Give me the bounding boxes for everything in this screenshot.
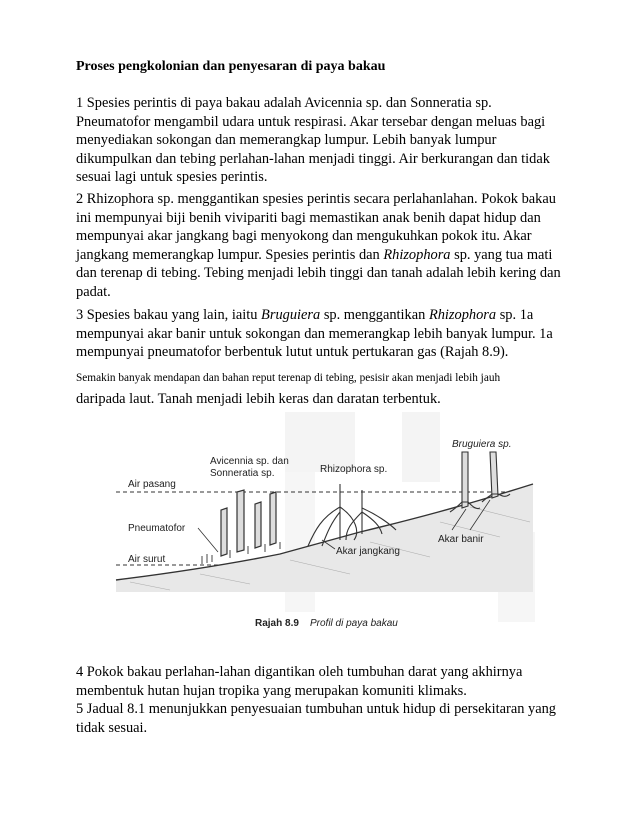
p3-line-1-a: 3 Spesies bakau yang lain, iaitu [76,307,262,323]
p2-line-4 [76,246,571,265]
p3-line-1-italic-2: Rhizophora [428,307,497,323]
p1-line-3: menyediakan sokongan dan memerangkap lumpur. Lebih banyak lumpur [76,132,497,149]
paragraph-3 [76,306,571,362]
figure-caption-number: Rajah 8.9 [255,618,299,629]
label-air-surut: Air surut [128,554,166,565]
pioneer-trees [221,490,276,556]
p2-line-4-b: sp. yang tua mati [450,246,553,263]
paragraph-4-cont: daripada laut. Tanah menjadi lebih keras dan daratan terbentuk. [76,391,441,407]
p3-line-1-italic: Bruguiera [261,307,321,323]
p1-line-4: dikumpulkan dan tebing perlahan-lahan menjadi tinggi. Air berkurangan dan tidak [76,150,550,167]
p5-line-3: 5 Jadual 8.1 menunjukkan penyesuaian tumbuhan untuk hidup di persekitaran yang [76,701,556,718]
p2-line-4-italic: Rhizophora [383,246,451,263]
p1-line-1: 1 Spesies perintis di paya bakau adalah Avicennia sp. dan Sonneratia sp. [76,95,492,111]
document-title: Proses pengkolonian dan penyesaran di paya bakau [76,59,386,74]
p5-line-4: tidak sesuai. [76,719,148,736]
p3-line-1 [76,306,571,325]
mangrove-profile-figure [110,412,535,630]
p3-line-1-c: sp. 1a [496,307,534,323]
p5-line-1: 4 Pokok bakau perlahan-lahan digantikan oleh tumbuhan darat yang akhirnya [76,664,523,680]
label-rhizophora: Rhizophora sp. [320,464,388,475]
label-pneumatofor: Pneumatofor [128,523,186,534]
label-air-pasang: Air pasang [128,479,176,490]
p3-line-1-b: sp. menggantikan [320,307,429,323]
p3-line-3: mempunyai pneumatofor berbentuk lutut untuk pertukaran gas (Rajah 8.9). [76,344,509,361]
p3-line-2: mempunyai akar banir untuk sokongan dan memerangkap lebih banyak lumpur. 1a [76,325,553,342]
paragraph-2 [76,190,571,302]
p2-line-2: ini mempunyai biji benih vivipariti bagi memastikan anak benih dapat hidup dan [76,209,541,226]
p2-line-3: mempunyai akar jangkang bagi menyokong dan mengukuhkan pokok itu. Akar [76,228,532,245]
p1-line-2: Pneumatofor mengambil udara untuk respirasi. Akar tersebar dengan meluas bagi [76,113,546,130]
label-avicennia: Avicennia sp. dan [210,456,289,467]
figure-caption-text: Profil di paya bakau [310,618,398,629]
label-bruguiera: Bruguiera sp. [452,439,512,450]
label-akar-jangkang: Akar jangkang [336,546,400,557]
p2-line-4-a: jangkang memerangkap lumpur. Spesies perintis dan [76,246,384,263]
label-akar-banir: Akar banir [438,534,484,545]
p1-line-5: sesuai lagi untuk spesies perintis. [76,169,268,186]
paragraph-1 [76,94,571,187]
paragraph-5 [76,663,571,737]
p2-line-1: 2 Rhizophora sp. menggantikan spesies perintis secara perlahanlahan. Pokok bakau [76,191,556,207]
label-sonneratia: Sonneratia sp. [210,468,275,479]
p5-line-2: membentuk hutan hujan tropika yang merupakan komuniti klimaks. [76,682,467,699]
paragraph-4-small: Semakin banyak mendapan dan bahan reput terenap di tebing, pesisir akan menjadi lebih jauh [76,372,501,384]
p2-line-5: dan terenap di tebing. Tebing menjadi lebih tinggi dan tanah adalah lebih kering dan [76,265,561,282]
p2-line-6: padat. [76,283,111,300]
